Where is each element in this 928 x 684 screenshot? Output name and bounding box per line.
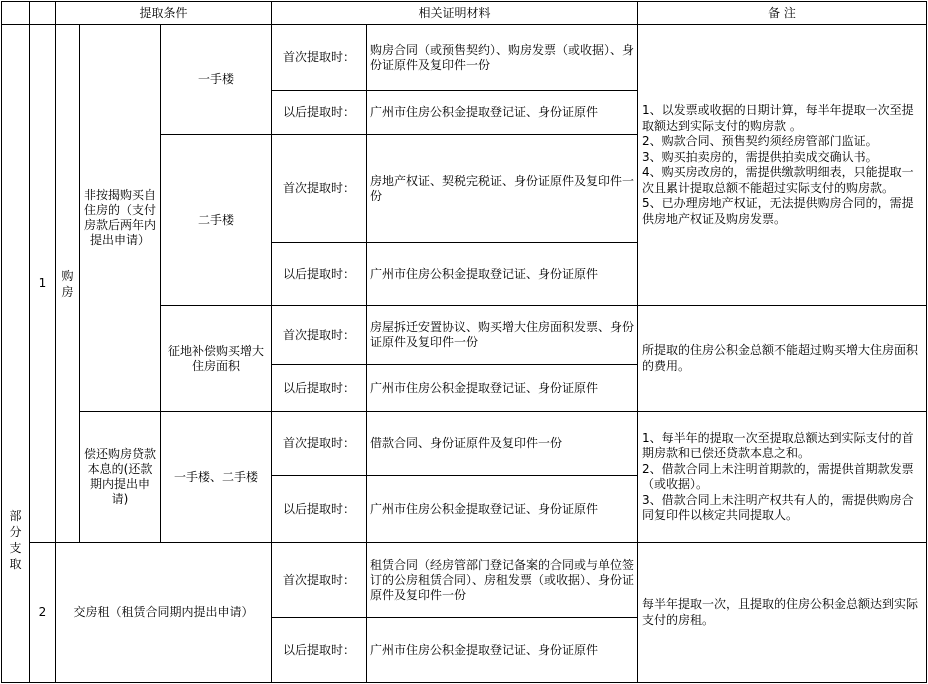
- material-5: 房屋拆迁安置协议、购买增大住房面积发票、身份证原件及复印件一份: [366, 305, 638, 365]
- sub-first-second-hand: 一手楼、二手楼: [160, 411, 272, 543]
- label-later-1: 以后提取时：: [271, 90, 367, 135]
- material-4: 广州市住房公积金提取登记证、身份证原件: [366, 242, 638, 306]
- header-remarks: 备 注: [637, 1, 927, 25]
- material-1: 购房合同（或预售契约）、购房发票（或收据）、身份证原件及复印件一份: [366, 24, 638, 91]
- side-label-char: 部: [9, 509, 22, 523]
- side-label-char: 分: [9, 525, 22, 539]
- sub-expropriation: 征地补偿购买增大住房面积: [160, 305, 272, 412]
- label-first-5: 首次提取时：: [271, 542, 367, 618]
- sub-first-hand: 一手楼: [160, 24, 272, 135]
- material-9: 租赁合同（经房管部门登记备案的合同或与单位签订的公房租赁合同）、房租发票（或收据）、身份证原件及复印件一份: [366, 542, 638, 618]
- label-first-4: 首次提取时：: [271, 411, 367, 476]
- material-3: 房地产权证、契税完税证、身份证原件及复印件一份: [366, 134, 638, 243]
- note-3: [637, 411, 927, 543]
- group-loan-repayment: 偿还购房贷款本息的(还款期内提出申请): [79, 411, 161, 543]
- label-later-2: 以后提取时：: [271, 242, 367, 306]
- header-blank-1: [1, 1, 30, 25]
- note-1-line: 1、以发票或收据的日期计算，每半年提取一次至提取额达到实际支付的购房款 。: [642, 103, 914, 133]
- note-3-lines: [642, 431, 922, 524]
- label-first-2: 首次提取时：: [271, 134, 367, 243]
- material-7: 借款合同、身份证原件及复印件一份: [366, 411, 638, 476]
- label-first-3: 首次提取时：: [271, 305, 367, 365]
- row1-number: 1: [29, 24, 56, 543]
- label-later-5: 以后提取时：: [271, 617, 367, 683]
- material-10: 广州市住房公积金提取登记证、身份证原件: [366, 617, 638, 683]
- row1-category: [55, 24, 80, 543]
- side-label-char: 支: [9, 541, 22, 555]
- header-conditions: 提取条件: [55, 1, 272, 25]
- row2-category: 交房租（租赁合同期内提出申请）: [55, 542, 272, 683]
- note-1-line: 5、已办理房地产权证，无法提供购房合同的，需提供房地产权证及购房发票。: [642, 196, 914, 226]
- material-8: 广州市住房公积金提取登记证、身份证原件: [366, 475, 638, 543]
- note-1: [637, 24, 927, 306]
- note-3-line: 3、借款合同上未注明产权共有人的，需提供购房合同复印件以核定共同提取人。: [642, 492, 914, 522]
- side-label-partial-withdrawal: [1, 24, 30, 683]
- label-later-3: 以后提取时：: [271, 364, 367, 412]
- row1-category-text: [61, 268, 73, 300]
- note-1-line: 3、购买拍卖房的，需提供拍卖成交确认书。: [642, 149, 878, 164]
- material-6: 广州市住房公积金提取登记证、身份证原件: [366, 364, 638, 412]
- header-materials: 相关证明材料: [271, 1, 638, 25]
- note-1-line: 2、购款合同、预售契约须经房管部门监证。: [642, 134, 878, 148]
- note-1-lines: [642, 103, 922, 227]
- label-first-1: 首次提取时：: [271, 24, 367, 91]
- row1-category-char: 房: [61, 284, 74, 299]
- side-label-char: 取: [9, 557, 22, 571]
- header-blank-2: [29, 1, 56, 25]
- sub-second-hand: 二手楼: [160, 134, 272, 306]
- row1-category-char: 购: [61, 268, 74, 283]
- note-2: 所提取的住房公积金总额不能超过购买增大住房面积的费用。: [637, 305, 927, 412]
- note-3-line: 2、借款合同上未注明首期款的，需提供首期款发票（或收据）。: [642, 461, 914, 491]
- material-2: 广州市住房公积金提取登记证、身份证原件: [366, 90, 638, 135]
- note-1-line: 4、购买房改房的，需提供缴款明细表，只能提取一 次且累计提取总额不能超过实际支付的购房款。: [642, 165, 914, 195]
- label-later-4: 以后提取时：: [271, 475, 367, 543]
- row2-number: 2: [29, 542, 56, 683]
- side-label-text: [9, 508, 21, 572]
- note-4: 每半年提取一次，且提取的住房公积金总额达到实际支付的房租。: [637, 542, 927, 683]
- note-3-line: 1、每半年的提取一次至提取总额达到实际支付的首期房款和已偿还贷款本息之和。: [642, 430, 914, 460]
- group-non-mortgage: 非按揭购买自住房的（支付房款后两年内提出申请）: [79, 24, 161, 412]
